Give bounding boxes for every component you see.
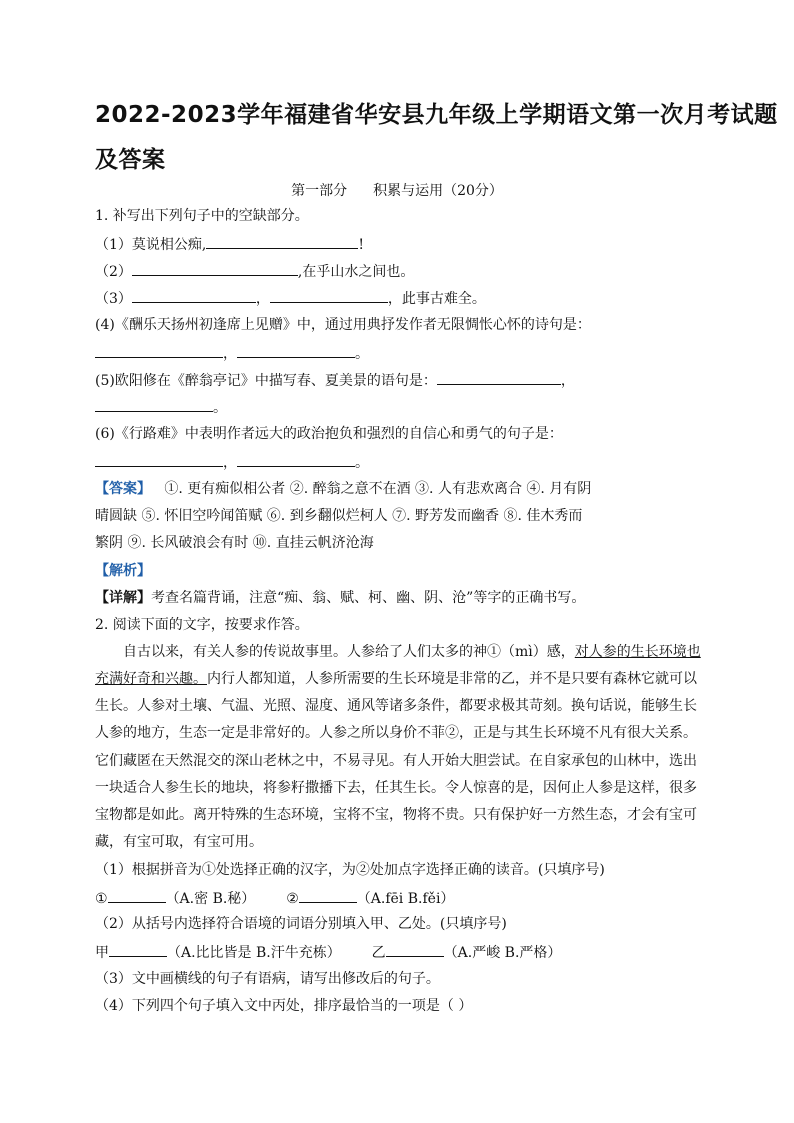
passage-line-8: 藏，有宝可取，有宝可用。 bbox=[95, 834, 263, 850]
answer-blank bbox=[95, 343, 223, 358]
question-1-item-5 bbox=[95, 370, 575, 390]
passage-text: 内行人都知道，人参所需要的生长环境是非常的乙，并不是只要有森林它就可以 bbox=[207, 671, 697, 687]
answer-blank bbox=[237, 452, 355, 467]
item-text: （3） bbox=[95, 291, 132, 307]
answer-blank bbox=[132, 288, 256, 303]
passage-line-3: 生长。人参对土壤、气温、光照、湿度、通风等诸多条件，都要求极其苛刻。换句话说，能够生长 bbox=[95, 698, 697, 714]
options-text: （A.严峻 B.严格） bbox=[443, 945, 562, 961]
passage-line-1 bbox=[123, 643, 701, 661]
item-text: ， bbox=[560, 373, 575, 389]
detail-label: 【详解】 bbox=[95, 590, 151, 606]
detail-text: 考查名篇背诵，注意“痴、翁、赋、柯、幽、阴、沧”等字的正确书写。 bbox=[151, 590, 586, 606]
item-text: 。 bbox=[355, 346, 369, 362]
passage-line-7: 宝物都是如此。离开特殊的生态环境，宝将不宝，物将不贵。只有保护好一方然生态，才会有宝可 bbox=[95, 807, 697, 823]
blank-label: 甲 bbox=[95, 945, 109, 961]
answer-blank bbox=[237, 343, 355, 358]
passage-text: 自古以来，有关人参的传说故事里。人参给了人们太多的神①（mì）感， bbox=[123, 644, 575, 660]
question-1-item-5-blank bbox=[95, 397, 227, 417]
underlined-sentence: 对人参的生长环境也 bbox=[574, 644, 701, 660]
question-2-stem: 2. 阅读下面的文字，按要求作答。 bbox=[95, 617, 309, 633]
answer-line-2: 晴圆缺 ⑤. 怀旧空吟闻笛赋 ⑥. 到乡翻似烂柯人 ⑦. 野芳发而幽香 ⑧. 佳木秀而 bbox=[95, 508, 583, 524]
item-text: ， bbox=[255, 291, 270, 307]
answer-text: ①. 更有痴似相公者 ②. 醉翁之意不在酒 ③. 人有悲欢离合 ④. 月有阴 bbox=[164, 481, 592, 497]
section-heading bbox=[0, 180, 794, 200]
blank-label: 乙 bbox=[371, 945, 386, 961]
item-text: (5)欧阳修在《醉翁亭记》中描写春、夏美景的语句是： bbox=[95, 373, 437, 389]
subquestion-3: （3）文中画横线的句子有语病，请写出修改后的句子。 bbox=[95, 971, 440, 987]
question-1-item-1 bbox=[95, 234, 364, 254]
question-1-item-3 bbox=[95, 288, 486, 308]
blank-label: ② bbox=[286, 891, 299, 907]
item-text: ， bbox=[223, 346, 237, 362]
section-name: 积累与运用（20分） bbox=[373, 183, 503, 199]
answer-blank bbox=[132, 261, 298, 276]
document-title-line-1: 2022-2023学年福建省华安县九年级上学期语文第一次月考试题 bbox=[95, 102, 778, 128]
options-text: （A.密 B.秘） bbox=[165, 891, 256, 907]
answer-blank bbox=[109, 942, 167, 957]
item-text: （2） bbox=[95, 264, 132, 280]
answer-blank bbox=[386, 942, 444, 957]
passage-line-2 bbox=[95, 670, 697, 688]
item-text: ,在乎山水之间也。 bbox=[297, 264, 415, 280]
question-1-item-4-blanks bbox=[95, 343, 369, 363]
question-1-stem: 1. 补写出下列句子中的空缺部分。 bbox=[95, 208, 309, 224]
answer-label: 【答案】 bbox=[95, 481, 151, 497]
subquestion-4: （4）下列四个句子填入文中丙处，排序最恰当的一项是（ ） bbox=[95, 998, 473, 1014]
section-part: 第一部分 bbox=[291, 183, 348, 199]
subquestion-1: （1）根据拼音为①处选择正确的汉字，为②处加点字选择正确的读音。(只填序号) bbox=[95, 862, 605, 878]
question-1-item-6-blanks bbox=[95, 452, 369, 472]
answer-blank bbox=[299, 888, 357, 903]
options-text: （A.比比皆是 B.汗牛充栋） bbox=[167, 945, 341, 961]
question-1-item-2 bbox=[95, 261, 414, 281]
answer-line-3: 繁阴 ⑨. 长风破浪会有时 ⑩. 直挂云帆济沧海 bbox=[95, 535, 374, 551]
passage-line-4: 人参的地方，生态一定是非常好的。人参之所以身价不菲②，正是与其生长环境不凡有很大关系。 bbox=[95, 725, 697, 741]
question-1-item-4: (4)《酬乐天扬州初逢席上见赠》中，通过用典抒发作者无限惆怅心怀的诗句是： bbox=[95, 317, 591, 333]
answer-blank bbox=[95, 452, 223, 467]
answer-blank bbox=[95, 397, 213, 412]
answer-blank bbox=[270, 288, 388, 303]
analysis-tag: 【解析】 bbox=[95, 563, 151, 579]
answer-blank bbox=[437, 370, 561, 385]
passage-line-6: 一块适合人参生长的地块，将参籽撒播下去，任其生长。令人惊喜的是，因何止人参是这样，很多 bbox=[95, 780, 697, 796]
options-text: （A.fēi B.fěi） bbox=[356, 891, 455, 907]
item-text: ! bbox=[358, 237, 364, 253]
underlined-sentence: 充满好奇和兴趣。 bbox=[95, 671, 207, 687]
question-1-item-6: (6)《行路难》中表明作者远大的政治抱负和强烈的自信心和勇气的句子是： bbox=[95, 426, 563, 442]
item-text: ， bbox=[223, 455, 237, 471]
item-text: （1）莫说相公痴, bbox=[95, 237, 207, 253]
answer-blank bbox=[108, 888, 166, 903]
subquestion-1-blanks bbox=[95, 888, 454, 908]
subquestion-2-blanks bbox=[95, 942, 561, 962]
item-text: 。 bbox=[213, 400, 227, 416]
answer-blank bbox=[206, 234, 358, 249]
document-title-line-2: 及答案 bbox=[95, 147, 166, 173]
answer-line-1 bbox=[95, 480, 591, 498]
blank-label: ① bbox=[95, 891, 108, 907]
item-text: ，此事古难全。 bbox=[387, 291, 486, 307]
item-text: 。 bbox=[355, 455, 369, 471]
subquestion-2: （2）从括号内选择符合语境的词语分别填入甲、乙处。(只填序号) bbox=[95, 916, 507, 932]
analysis-label bbox=[95, 562, 151, 580]
passage-line-5: 它们藏匿在天然混交的深山老林之中，不易寻见。有人开始大胆尝试。在自家承包的山林中，选出 bbox=[95, 753, 697, 769]
analysis-detail bbox=[95, 589, 585, 607]
